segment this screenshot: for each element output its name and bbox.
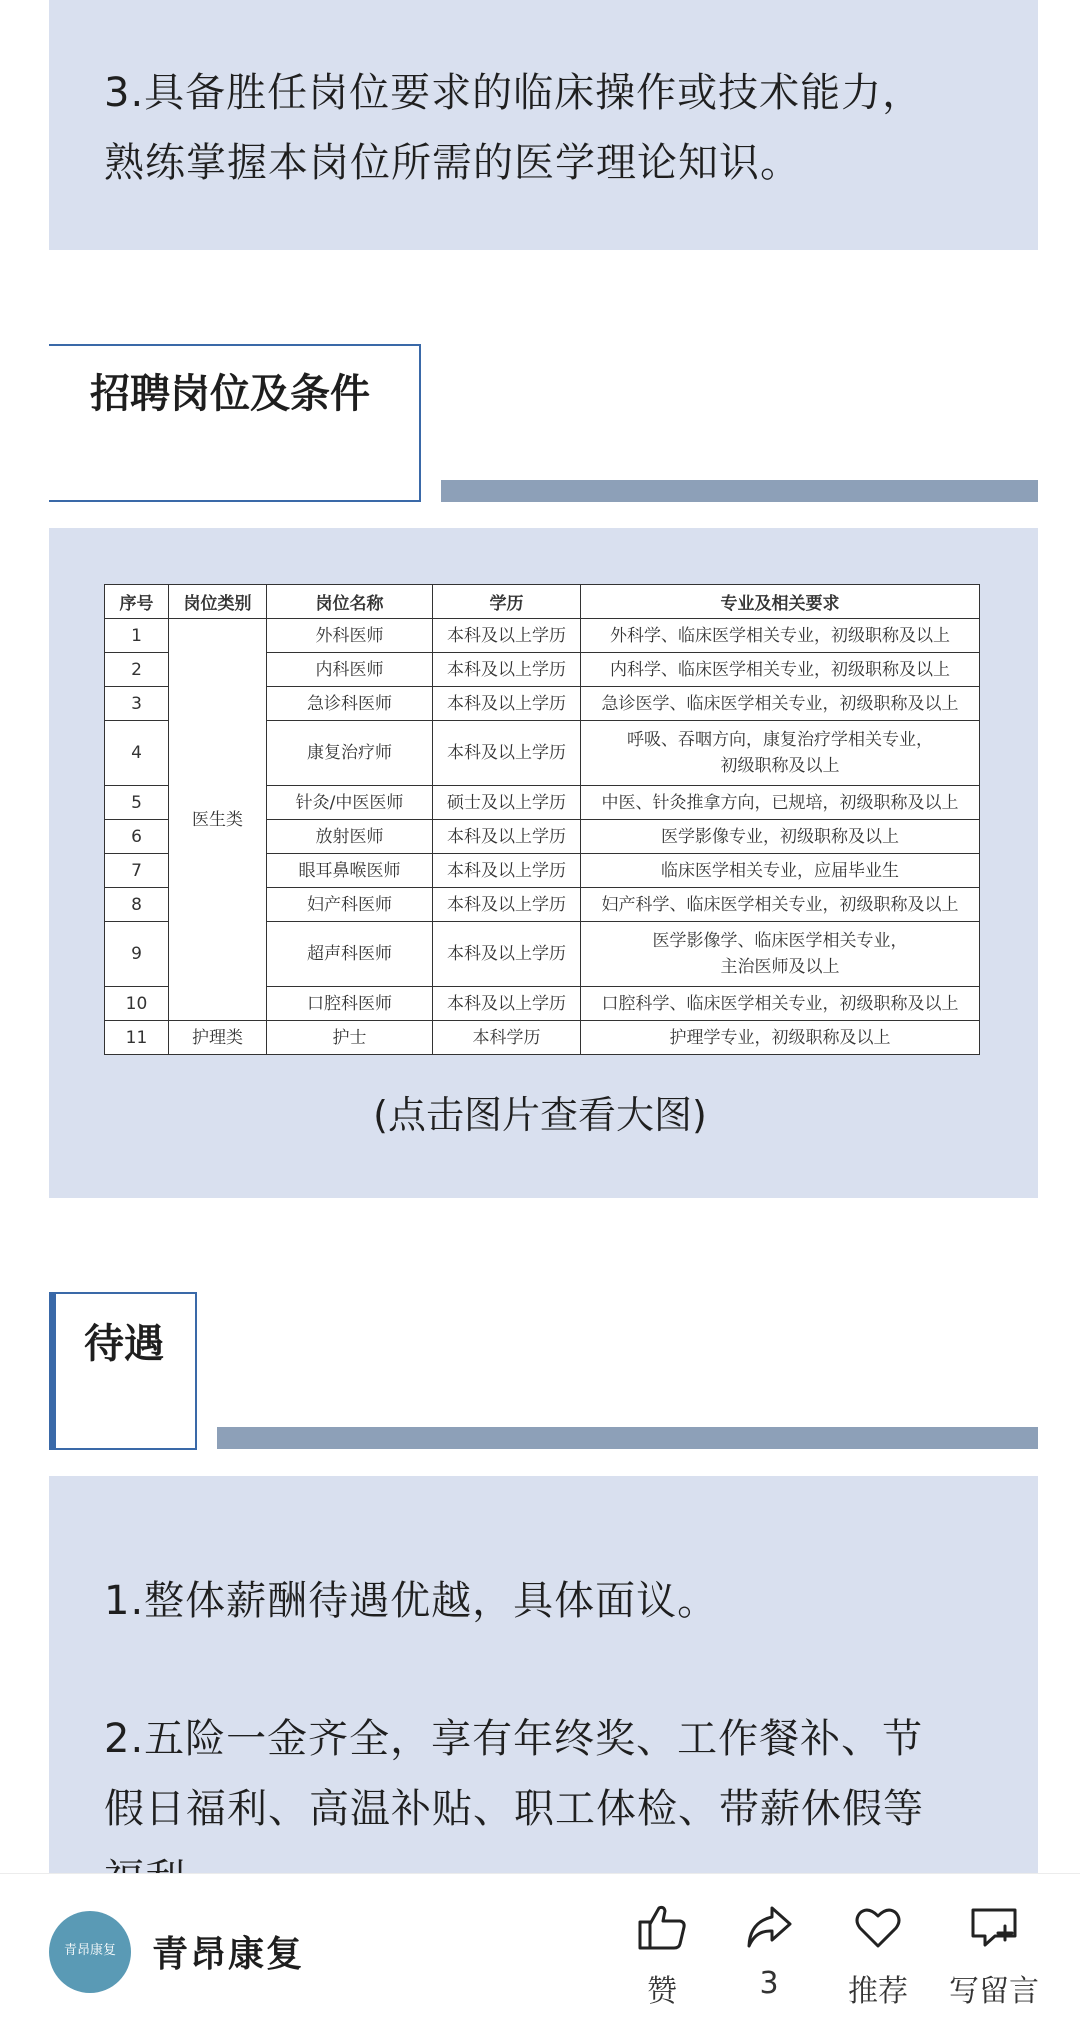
cell-requirements	[581, 922, 980, 987]
requirement-item-3-line2: 熟练掌握本岗位所需的医学理论知识。	[104, 140, 801, 186]
cell-no: 4	[105, 721, 169, 786]
cell-position: 护士	[267, 1021, 433, 1055]
cell-position: 口腔科医师	[267, 987, 433, 1021]
jobs-table-image[interactable]	[104, 584, 980, 1055]
cell-education: 硕士及以上学历	[433, 786, 581, 820]
requirement-line: 主治医师及以上	[720, 957, 840, 977]
like-button[interactable]	[617, 1900, 707, 2010]
comment-button[interactable]	[944, 1900, 1044, 2010]
requirement-line: 护理学专业，初级职称及以上	[669, 1027, 891, 1048]
cell-position: 急诊科医师	[267, 687, 433, 721]
cell-no: 8	[105, 888, 169, 922]
cell-position: 外科医师	[267, 619, 433, 653]
header-education: 学历	[433, 585, 581, 619]
share-button[interactable]	[724, 1900, 814, 2001]
cell-position: 康复治疗师	[267, 721, 433, 786]
cell-no: 2	[105, 653, 169, 687]
cell-position: 眼耳鼻喉医师	[267, 854, 433, 888]
cell-education: 本科及以上学历	[433, 888, 581, 922]
header-no: 序号	[105, 585, 169, 619]
requirement-line: 内科学、临床医学相关专业，初级职称及以上	[610, 659, 950, 680]
cell-no: 11	[105, 1021, 169, 1055]
cell-category-nurse: 护理类	[169, 1021, 267, 1055]
table-caption[interactable]: (点击图片查看大图)	[373, 1093, 707, 1137]
cell-no: 5	[105, 786, 169, 820]
share-arrow-icon	[742, 1900, 796, 1954]
cell-education: 本科及以上学历	[433, 653, 581, 687]
requirement-line: 初级职称及以上	[720, 756, 840, 776]
cell-no: 10	[105, 987, 169, 1021]
cell-requirements	[581, 687, 980, 721]
account-avatar[interactable]	[49, 1911, 131, 1993]
requirement-line: 医学影像学、临床医学相关专业，	[652, 931, 908, 951]
cell-position: 针灸/中医医师	[267, 786, 433, 820]
cell-education: 本科及以上学历	[433, 687, 581, 721]
comment-plus-icon	[967, 1900, 1021, 1954]
requirement-line: 外科学、临床医学相关专业，初级职称及以上	[610, 625, 950, 646]
benefits-header-bar	[217, 1427, 1038, 1449]
cell-position: 内科医师	[267, 653, 433, 687]
account-name[interactable]: 青昂康复	[152, 1934, 305, 1975]
cell-no: 6	[105, 820, 169, 854]
requirement-line: 妇产科学、临床医学相关专业，初级职称及以上	[601, 894, 959, 915]
cell-no: 9	[105, 922, 169, 987]
requirement-line: 急诊医学、临床医学相关专业，初级职称及以上	[601, 693, 959, 714]
jobs-table	[104, 584, 980, 1055]
cell-education: 本科及以上学历	[433, 854, 581, 888]
benefit-item-1: 1.整体薪酬待遇优越，具体面议。	[104, 1578, 719, 1624]
comment-label: 写留言	[949, 1974, 1039, 2009]
cell-requirements	[581, 820, 980, 854]
cell-requirements	[581, 653, 980, 687]
cell-position: 超声科医师	[267, 922, 433, 987]
cell-requirements	[581, 854, 980, 888]
avatar-logo-text: 青昂康复	[63, 1943, 116, 1958]
cell-requirements	[581, 786, 980, 820]
like-label: 赞	[647, 1974, 677, 2009]
cell-education: 本科学历	[433, 1021, 581, 1055]
cell-position: 妇产科医师	[267, 888, 433, 922]
share-count: 3	[759, 1966, 779, 2001]
cell-no: 1	[105, 619, 169, 653]
cell-requirements	[581, 619, 980, 653]
bottom-action-bar	[0, 1873, 1080, 2034]
header-position: 岗位名称	[267, 585, 433, 619]
cell-education: 本科及以上学历	[433, 619, 581, 653]
cell-requirements	[581, 721, 980, 786]
cell-category-doctor: 医生类	[169, 619, 267, 1021]
cell-requirements	[581, 888, 980, 922]
recommend-button[interactable]	[833, 1900, 923, 2010]
table-row	[105, 1021, 980, 1055]
requirement-line: 医学影像专业，初级职称及以上	[661, 826, 899, 847]
cell-education: 本科及以上学历	[433, 987, 581, 1021]
cell-no: 7	[105, 854, 169, 888]
benefits-section-title: 待遇	[84, 1321, 164, 1367]
cell-position: 放射医师	[267, 820, 433, 854]
header-requirements: 专业及相关要求	[581, 585, 980, 619]
requirement-line: 中医、针灸推拿方向，已规培，初级职称及以上	[601, 792, 959, 813]
positions-header-bar	[441, 480, 1038, 502]
requirement-line: 口腔科学、临床医学相关专业，初级职称及以上	[601, 993, 959, 1014]
requirement-line: 临床医学相关专业，应届毕业生	[661, 860, 899, 881]
requirement-line: 呼吸、吞咽方向，康复治疗学相关专业，	[627, 730, 933, 750]
cell-no: 3	[105, 687, 169, 721]
cell-education: 本科及以上学历	[433, 820, 581, 854]
benefits-panel	[49, 1476, 1038, 1876]
requirements-panel	[49, 0, 1038, 250]
cell-requirements	[581, 987, 980, 1021]
cell-requirements	[581, 1021, 980, 1055]
benefit-item-2-line2: 假日福利、高温补贴、职工体检、带薪休假等	[104, 1786, 924, 1832]
heart-icon	[851, 1900, 905, 1954]
requirement-item-3-line1: 3.具备胜任岗位要求的临床操作或技术能力，	[104, 70, 924, 116]
cell-education: 本科及以上学历	[433, 721, 581, 786]
jobs-table-body	[105, 619, 980, 1055]
header-category: 岗位类别	[169, 585, 267, 619]
benefit-item-2-line1: 2.五险一金齐全，享有年终奖、工作餐补、节	[104, 1716, 924, 1762]
cell-education: 本科及以上学历	[433, 922, 581, 987]
recommend-label: 推荐	[848, 1974, 908, 2009]
table-row	[105, 619, 980, 653]
positions-section-title: 招聘岗位及条件	[90, 371, 370, 417]
thumbs-up-icon	[635, 1900, 689, 1954]
